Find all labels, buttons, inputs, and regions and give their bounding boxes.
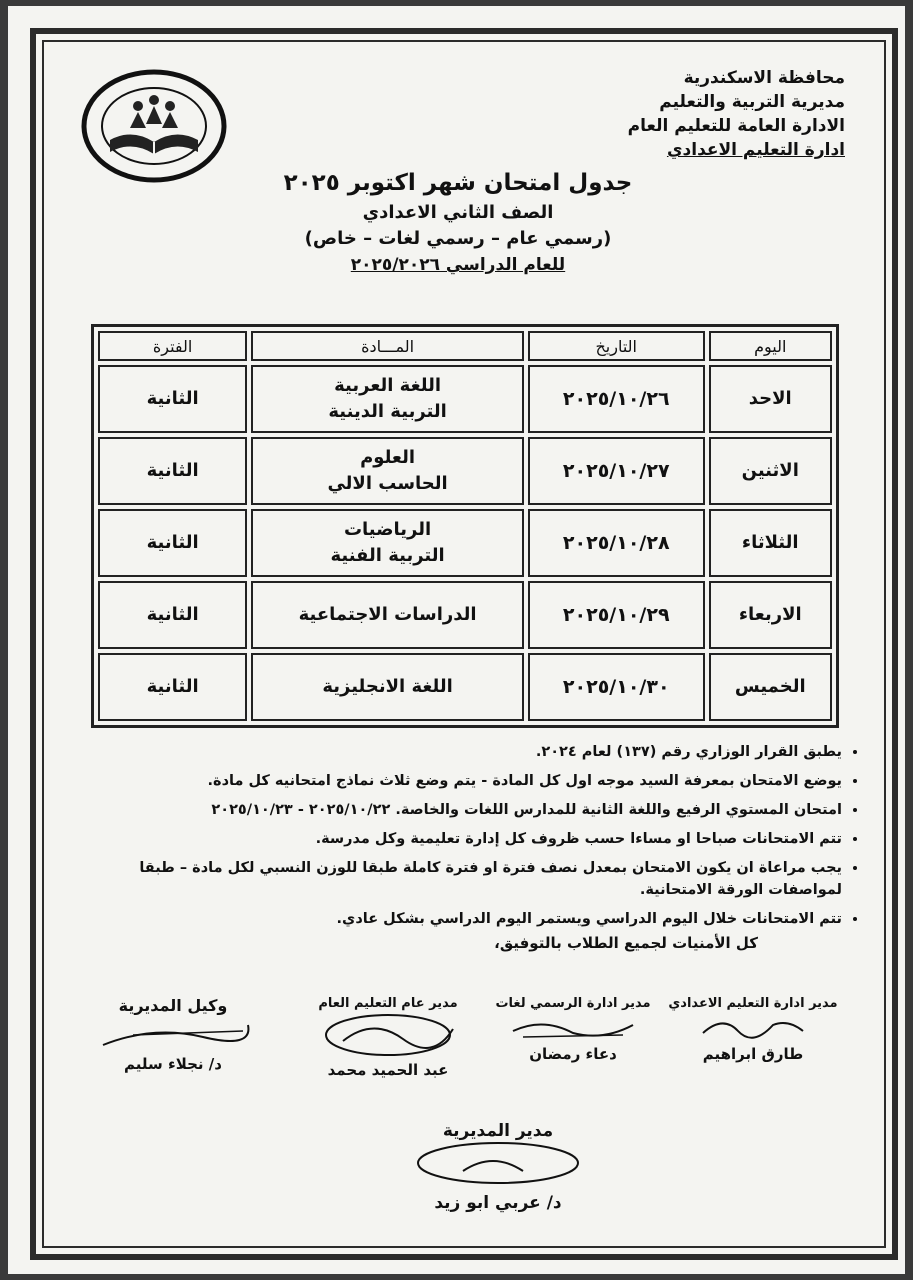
- signature-mark: [93, 1015, 253, 1055]
- subject-line: التربية الفنية: [330, 545, 445, 566]
- signature-language-director: [488, 996, 658, 1063]
- subject-line: اللغة العربية: [334, 375, 442, 396]
- note-item: • يجب مراعاة ان يكون الامتحان بمعدل نصف فترة او فترة كاملة طبقا للوزن النسبي لكل مادة – طبقا لمواصفات الورقة الامتحانية.: [108, 857, 842, 901]
- subject-cell: الدراسات الاجتماعية: [251, 581, 524, 649]
- signature-mark: [403, 1141, 593, 1193]
- header-date: التاريخ: [528, 331, 705, 361]
- signer-name: عبد الحميد محمد: [327, 1061, 449, 1079]
- exam-schedule-table: [91, 324, 839, 728]
- grade-label: الصف الثاني الاعدادي: [362, 202, 554, 223]
- period-cell: الثانية: [98, 437, 247, 505]
- date-cell: ٢٠٢٥/١٠/٢٧: [528, 437, 705, 505]
- signature-mark: [313, 1011, 463, 1061]
- notes-list: [108, 741, 868, 930]
- signer-role: مدير المديرية: [442, 1121, 554, 1141]
- date-cell: ٢٠٢٥/١٠/٢٦: [528, 365, 705, 433]
- title-block: [158, 166, 758, 278]
- closing-wish: كل الأمنيات لجميع الطلاب بالتوفيق،: [494, 934, 758, 952]
- date-cell: ٢٠٢٥/١٠/٢٩: [528, 581, 705, 649]
- notes-section: [108, 741, 868, 952]
- day-cell: الخميس: [709, 653, 832, 721]
- day-cell: الثلاثاء: [709, 509, 832, 577]
- day-cell: الاثنين: [709, 437, 832, 505]
- note-item: • يوضع الامتحان بمعرفة السيد موجه اول كل المادة - يتم وضع ثلاث نماذج امتحانيه كل مادة.: [108, 770, 842, 792]
- general-admin-line: الادارة العامة للتعليم العام: [627, 116, 845, 136]
- signature-general-director: [298, 996, 478, 1079]
- period-cell: الثانية: [98, 653, 247, 721]
- signature-directorate-head: [393, 1121, 603, 1213]
- subject-line: العلوم: [360, 447, 416, 468]
- day-cell: الاربعاء: [709, 581, 832, 649]
- signer-name: طارق ابراهيم: [702, 1045, 804, 1063]
- day-cell: الاحد: [709, 365, 832, 433]
- header-day: اليوم: [709, 331, 832, 361]
- signer-name: د/ نجلاء سليم: [124, 1055, 222, 1073]
- prep-admin-line: ادارة التعليم الاعدادي: [666, 140, 845, 160]
- signature-deputy: [78, 996, 268, 1073]
- period-cell: الثانية: [98, 509, 247, 577]
- subject-cell: [251, 437, 524, 505]
- date-cell: ٢٠٢٥/١٠/٣٠: [528, 653, 705, 721]
- header-subject: المـــادة: [251, 331, 524, 361]
- note-item: • تتم الامتحانات صباحا او مساءا حسب ظروف كل إدارة تعليمية وكل مدرسة.: [108, 828, 842, 850]
- subject-cell: [251, 365, 524, 433]
- document-page: [8, 6, 905, 1274]
- directorate-line: مديرية التربية والتعليم: [659, 92, 845, 112]
- subject-line: الرياضيات: [343, 519, 432, 540]
- table-row: [98, 365, 832, 433]
- signer-name: دعاء رمضان: [529, 1045, 617, 1063]
- table-row: [98, 581, 832, 649]
- issuing-authority: [545, 66, 845, 162]
- period-cell: الثانية: [98, 581, 247, 649]
- table-row: [98, 437, 832, 505]
- date-cell: ٢٠٢٥/١٠/٢٨: [528, 509, 705, 577]
- signature-mark: [693, 1011, 813, 1045]
- subject-cell: اللغة الانجليزية: [251, 653, 524, 721]
- subject-line: الحاسب الالي: [327, 473, 448, 494]
- signer-role: مدير عام التعليم العام: [318, 996, 458, 1011]
- table-header-row: [98, 331, 832, 361]
- note-item: • تتم الامتحانات خلال اليوم الدراسي ويستمر اليوم الدراسي بشكل عادي.: [108, 908, 842, 930]
- subject-cell: [251, 509, 524, 577]
- signer-name: د/ عربي ابو زيد: [434, 1193, 562, 1213]
- header-period: الفترة: [98, 331, 247, 361]
- exam-title: جدول امتحان شهر اكتوبر ٢٠٢٥: [283, 170, 633, 196]
- period-cell: الثانية: [98, 365, 247, 433]
- signature-prep-director: [668, 996, 838, 1063]
- table-row: [98, 653, 832, 721]
- signer-role: مدير ادارة التعليم الاعدادي: [668, 996, 838, 1011]
- note-item: • امتحان المستوي الرفيع واللغة الثانية للمدارس اللغات والخاصة. ٢٠٢٥/١٠/٢٢ - ٢٠٢٥/١٠/٢٣: [108, 799, 842, 821]
- note-item: • يطبق القرار الوزاري رقم (١٣٧) لعام ٢٠٢٤.: [108, 741, 842, 763]
- signer-role: وكيل المديرية: [118, 996, 228, 1015]
- subject-line: التربية الدينية: [328, 401, 447, 422]
- table-row: [98, 509, 832, 577]
- school-types: (رسمي عام – رسمي لغات – خاص): [304, 228, 612, 249]
- governorate-line: محافظة الاسكندرية: [683, 68, 845, 88]
- academic-year: للعام الدراسي ٢٠٢٥/٢٠٢٦: [350, 255, 566, 275]
- signer-role: مدير ادارة الرسمي لغات: [495, 996, 651, 1011]
- signature-mark: [503, 1011, 643, 1045]
